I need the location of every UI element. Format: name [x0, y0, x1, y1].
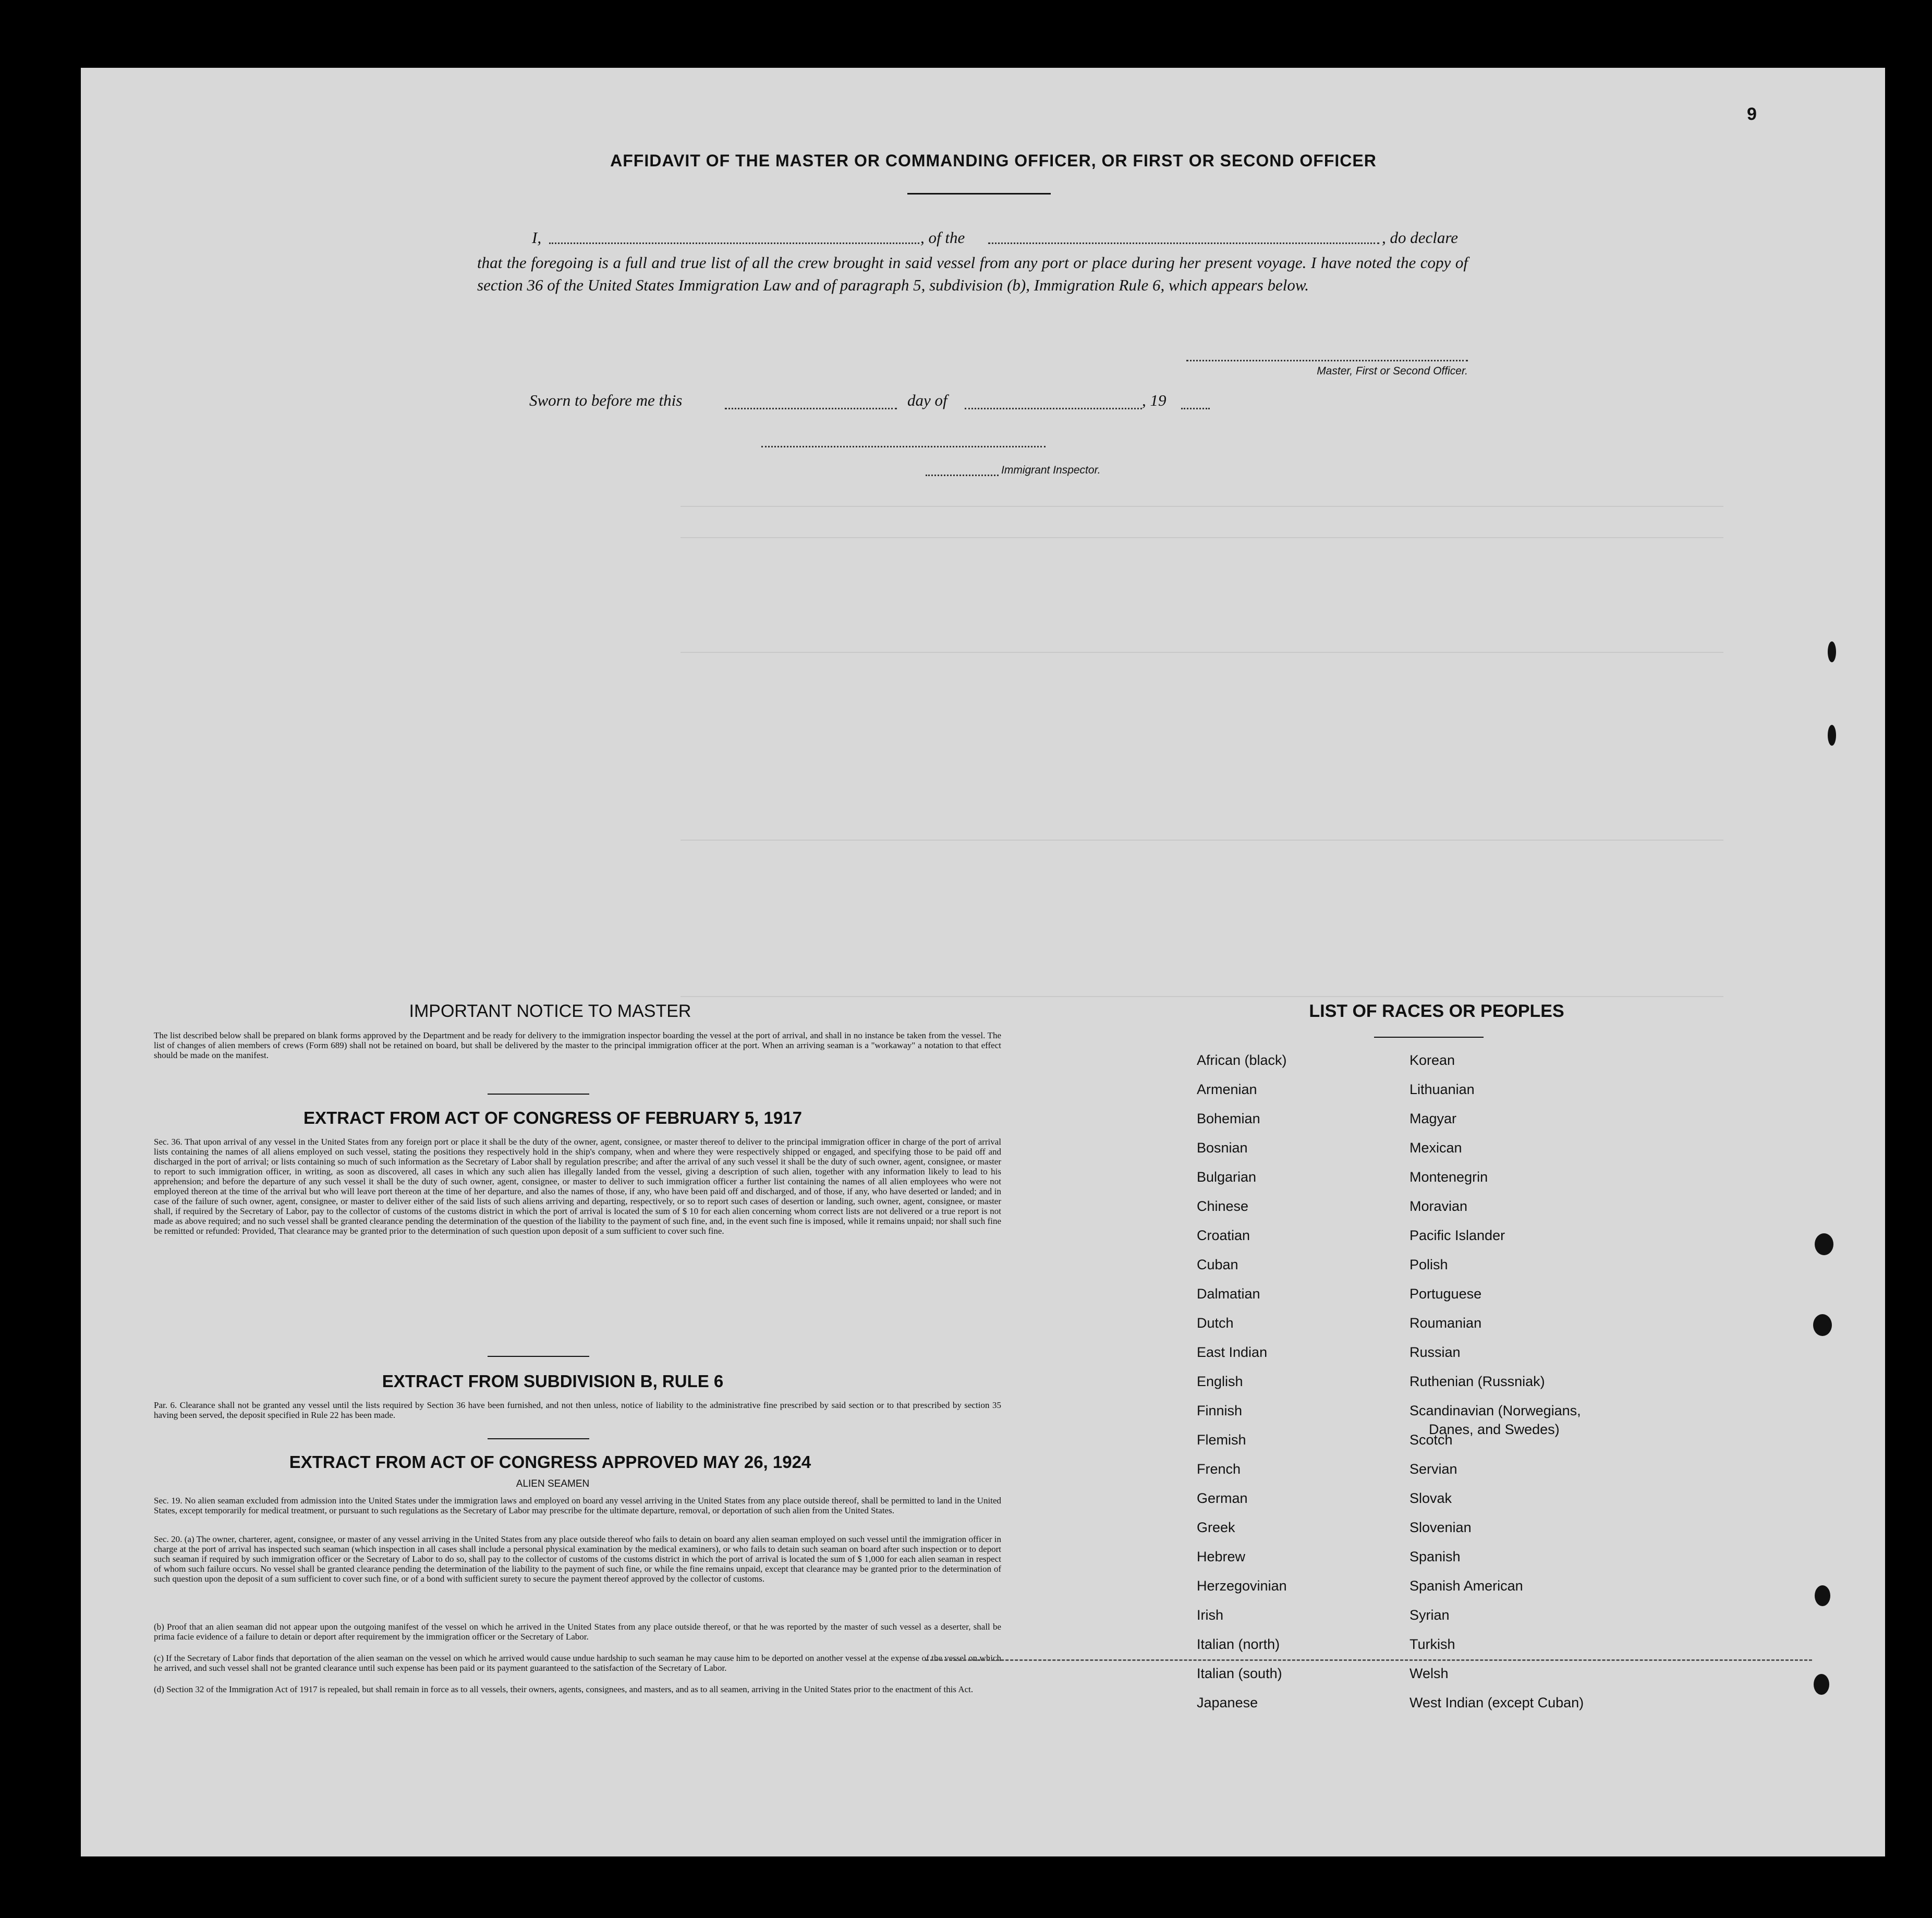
- page-number: 9: [1747, 104, 1757, 124]
- race-item: Portuguese: [1409, 1286, 1482, 1302]
- inspector-caption: Immigrant Inspector.: [1001, 464, 1101, 476]
- race-item: Greek: [1197, 1520, 1235, 1535]
- race-item: English: [1197, 1374, 1243, 1389]
- extract-1924-sec19: Sec. 19. No alien seaman excluded from admission into the United States under the immigration laws and employed on board any vessel arriving in the United States from any place outside thereof, shall be permitted to land in the United States, except temporarily for medical treatment, or pursuant to such regulations as the Secretary of Labor may prescribe for the ultimate departure, removal, or deportation of such alien from the United States.: [154, 1496, 1001, 1515]
- extract-1917-text: Sec. 36. That upon arrival of any vessel in the United States from any foreign port or place it shall be the duty of the owner, agent, consignee, or master thereof to deliver to the principal immigration officer in charge of the port of arrival lists containing the names of all aliens employed on such vessel, stating the positions they respectively hold in the ship's company, when and where they were respectively shipped or engaged, and specifying those to be paid off and discharged in the port of arrival; or lists containing so much of such information as the Secretary of Labor shall by regulation prescribe; and after the arrival of any such vessel it shall be the duty of such owner, agent, consignee, or master to report to such immigration officer, in writing, as soon as discovered, all cases in which any such alien has illegally landed from the vessel, giving a description of such alien, together with any information likely to lead to his apprehension; and before the departure of any such vessel it shall be the duty of such owner, agent, consignee, or master to deliver to such immigration officer a further list containing the names of all alien employees who were not employed thereon at the time of the arrival but who will leave port thereon at the time of her departure, and also the names of those, if any, who have been paid off and discharged, and of those, if any, who have deserted or landed; and in case of the failure of such owner, agent, consignee, or master to deliver either of the said lists of such aliens arriving and departing, respectively, or so to report such cases of desertion or landing, such owner, agent, consignee, or master shall, if required by the Secretary of Labor, pay to the collector of customs of the customs district in which the port of arrival is located the sum of $ 10 for each alien concerning whom correct lists are not delivered or a true report is not made as above required; and no such vessel shall be granted clearance pending the determination of the question of the liability to the payment of such fine, and, in the event such fine is imposed, while it remains unpaid; nor shall such fine be remitted or refunded: Provided, That clearance may be granted prior to the determination of such question upon deposit of a sum sufficient to cover such fine.: [154, 1137, 1001, 1236]
- race-item: West Indian (except Cuban): [1409, 1695, 1584, 1710]
- extract-1924-sec20a: Sec. 20. (a) The owner, charterer, agent, consignee, or master of any vessel arriving in the United States from any place outside thereof who fails to detain on board any alien seaman employed on such vessel until the immigration officer in charge at the port of arrival has inspected such seaman (which inspection in all cases shall include a personal physical examination by the medical examiners), or who fails to detain such seaman on board after such inspection or to deport such seaman if required by such immigration officer or the Secretary of Labor to do so, shall pay to the collector of customs of the customs district in which the port of arrival is located the sum of $ 1,000 for each alien seaman in respect of whom such failure occurs. No vessel shall be granted clearance pending the determination of the liability to the payment of such fine, or while the fine remains unpaid, except that clearance may be granted prior to the determination of such question upon the deposit of a sum sufficient to cover such fine, or of a bond with sufficient surety to secure the payment thereof approved by the collector of customs.: [154, 1534, 1001, 1584]
- divider: [488, 1094, 589, 1095]
- race-item: Turkish: [1409, 1636, 1455, 1652]
- race-item: Pacific Islander: [1409, 1228, 1505, 1243]
- perforation-line: [926, 1659, 1812, 1661]
- punch-hole: [1815, 1233, 1833, 1255]
- affidavit-body: that the foregoing is a full and true list of all the crew brought in said vessel from any port or place during her present voyage. I have noted the copy of section 36 of the United States Immigration Law and of paragraph 5, subdivision (b), Immigration Rule 6, which appears below.: [477, 253, 1468, 294]
- inspector-dotted-lead: [926, 475, 999, 476]
- race-item: Bohemian: [1197, 1111, 1260, 1126]
- sworn-year-blank: [1181, 408, 1210, 409]
- race-item: Dalmatian: [1197, 1286, 1260, 1302]
- punch-hole: [1828, 641, 1836, 662]
- punch-hole: [1828, 725, 1836, 746]
- race-item: Croatian: [1197, 1228, 1250, 1243]
- race-item: Italian (south): [1197, 1666, 1282, 1681]
- bleed-through-line: [681, 652, 1723, 653]
- race-item: Slovenian: [1409, 1520, 1472, 1535]
- notice-text: The list described below shall be prepared on blank forms approved by the Department and be ready for delivery to the immigration inspector boarding the vessel at the port of arrival, and shall in no instance be taken from the vessel. The list of changes of alien members of crews (Form 689) shall not be retained on board, but shall be delivered by the master to the principal immigration officer at the port. When an arriving seaman is a "workaway" a notation to that effect should be made on the manifest.: [154, 1030, 1001, 1060]
- title-underline: [907, 193, 1051, 195]
- race-item: Flemish: [1197, 1432, 1246, 1448]
- sworn-day-blank: [725, 408, 897, 409]
- race-item: Roumanian: [1409, 1315, 1482, 1331]
- bleed-through-line: [681, 537, 1723, 538]
- divider: [488, 1356, 589, 1357]
- divider: [1374, 1037, 1484, 1038]
- race-item: Montenegrin: [1409, 1169, 1488, 1185]
- race-item: Korean: [1409, 1052, 1455, 1068]
- race-item: Spanish American: [1409, 1578, 1523, 1594]
- sworn-label: Sworn to before me this: [529, 391, 683, 409]
- extract-1924-sec20c: (c) If the Secretary of Labor finds that deportation of the alien seaman on the vessel on which he arrived would cause undue hardship to such seaman he may cause him to be deported on another vessel at the expense of the vessel on which he arrived, and such vessel shall not be granted clearance until such expense has been paid or its payment guaranteed to the satisfaction of the Secretary of Labor.: [154, 1653, 1001, 1673]
- signature-caption: Master, First or Second Officer.: [1317, 365, 1468, 377]
- race-item: German: [1197, 1490, 1248, 1506]
- year-label: , 19: [1142, 391, 1167, 409]
- punch-hole: [1815, 1585, 1830, 1606]
- name-blank: [549, 242, 919, 244]
- races-title: LIST OF RACES OR PEOPLES: [1309, 1001, 1564, 1021]
- extract-1924-title: EXTRACT FROM ACT OF CONGRESS APPROVED MAY 26, 1924: [289, 1452, 811, 1472]
- race-item: French: [1197, 1461, 1241, 1477]
- divider: [488, 1438, 589, 1439]
- race-item: Russian: [1409, 1344, 1461, 1360]
- race-item: Spanish: [1409, 1549, 1461, 1564]
- notice-title: IMPORTANT NOTICE TO MASTER: [409, 1001, 691, 1021]
- extract-1917-title: EXTRACT FROM ACT OF CONGRESS OF FEBRUARY 5, 1917: [303, 1108, 802, 1127]
- bleed-through-line: [681, 506, 1723, 507]
- race-item: Syrian: [1409, 1607, 1450, 1623]
- rule6-text: Par. 6. Clearance shall not be granted any vessel until the lists required by Section 36 have been furnished, and not then unless, notice of liability to the administrative fine prescribed by said section or to that prescribed by section 35 having been served, the deposit specified in Rule 22 has been made.: [154, 1400, 1001, 1420]
- race-item: Lithuanian: [1409, 1082, 1475, 1097]
- race-item: Bulgarian: [1197, 1169, 1257, 1185]
- day-of-label: day of: [907, 391, 947, 409]
- race-item: Bosnian: [1197, 1140, 1248, 1156]
- vessel-blank: [988, 242, 1379, 244]
- race-item: Herzegovinian: [1197, 1578, 1287, 1594]
- punch-hole: [1813, 1314, 1832, 1336]
- extract-1924-sec20d: (d) Section 32 of the Immigration Act of 1917 is repealed, but shall remain in force as to all vessels, their owners, agents, consignees, and masters, and as to all seamen, arriving in the United States prior to the enactment of this Act.: [154, 1684, 974, 1694]
- affidavit-title: AFFIDAVIT OF THE MASTER OR COMMANDING OFFICER, OR FIRST OR SECOND OFFICER: [610, 151, 1377, 170]
- extract-1924-sec20b: (b) Proof that an alien seaman did not appear upon the outgoing manifest of the vessel on which he arrived in the United States from any place outside thereof, or that he was reported by the master of such vessel as a deserter, shall be prima facie evidence of a failure to detain or deport after requirement by the immigration officer or the Secretary of Labor.: [154, 1622, 1001, 1642]
- race-item: Armenian: [1197, 1082, 1257, 1097]
- affidavit-declare-label: , do declare: [1382, 228, 1459, 247]
- race-item-continuation: Danes, and Swedes): [1429, 1422, 1560, 1437]
- punch-hole: [1814, 1674, 1829, 1695]
- race-item: Hebrew: [1197, 1549, 1246, 1564]
- bleed-through-line: [681, 840, 1723, 841]
- document-page: [81, 68, 1885, 1856]
- race-item: Polish: [1409, 1257, 1448, 1272]
- race-item: Scandinavian (Norwegians,: [1409, 1403, 1581, 1418]
- race-item: Dutch: [1197, 1315, 1234, 1331]
- inspector-signature-blank: [761, 446, 1046, 447]
- bleed-through-line: [681, 996, 1723, 997]
- race-item: Japanese: [1197, 1695, 1258, 1710]
- signature-blank: [1186, 360, 1468, 361]
- race-item: Magyar: [1409, 1111, 1457, 1126]
- alien-seamen-subtitle: ALIEN SEAMEN: [516, 1478, 590, 1489]
- race-item: Chinese: [1197, 1198, 1249, 1214]
- race-item: Irish: [1197, 1607, 1224, 1623]
- affidavit-of-the-label: , of the: [920, 228, 965, 247]
- race-item: Moravian: [1409, 1198, 1468, 1214]
- rule6-title: EXTRACT FROM SUBDIVISION B, RULE 6: [382, 1371, 724, 1391]
- race-item: Mexican: [1409, 1140, 1462, 1156]
- race-item: Italian (north): [1197, 1636, 1280, 1652]
- race-item: East Indian: [1197, 1344, 1268, 1360]
- race-item: Finnish: [1197, 1403, 1243, 1418]
- race-item: Welsh: [1409, 1666, 1449, 1681]
- affidavit-i-label: I,: [532, 228, 542, 247]
- race-item: Cuban: [1197, 1257, 1238, 1272]
- race-item: Slovak: [1409, 1490, 1452, 1506]
- race-item: Ruthenian (Russniak): [1409, 1374, 1545, 1389]
- race-item: Servian: [1409, 1461, 1457, 1477]
- race-item: African (black): [1197, 1052, 1287, 1068]
- race-item: Scotch: [1409, 1432, 1453, 1448]
- sworn-month-blank: [965, 408, 1142, 409]
